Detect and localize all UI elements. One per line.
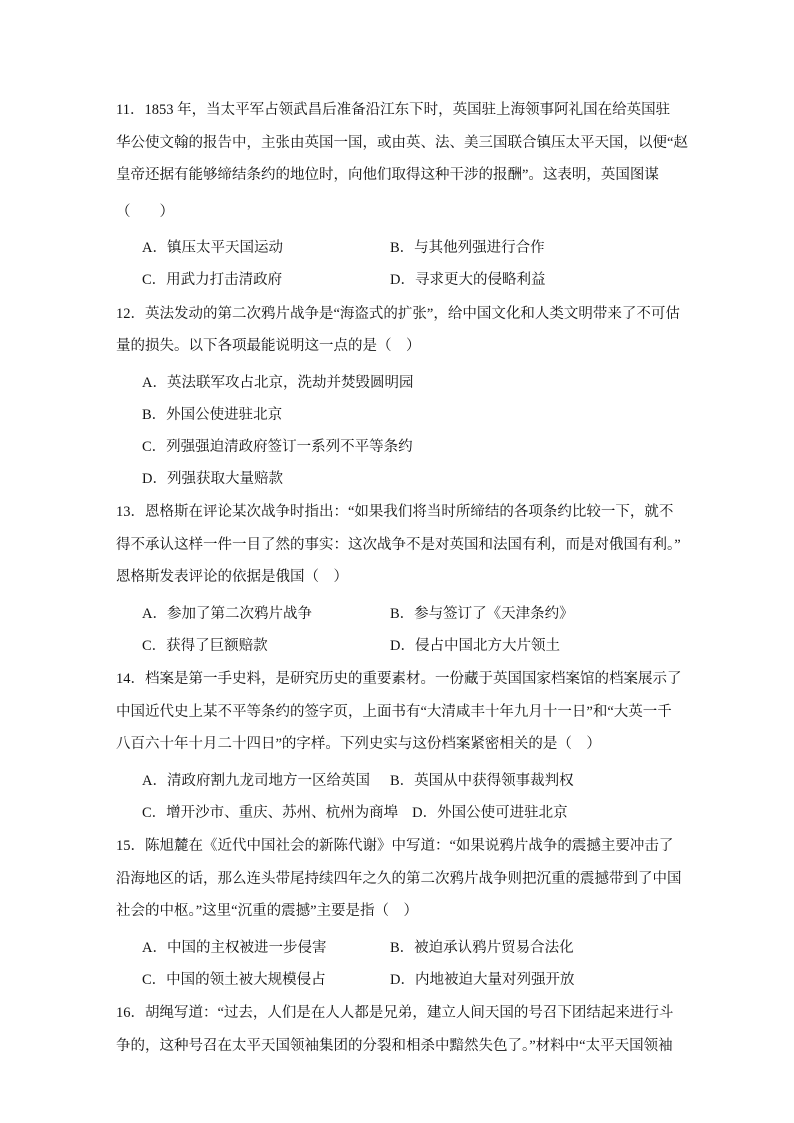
stem-line: 中国近代史上某不平等条约的签字页，上面书有“大清咸丰十年九月十一日”和“大英一千 bbox=[116, 703, 672, 720]
option-text: 英法联军攻占北京，洗劫并焚毁圆明园 bbox=[166, 374, 414, 391]
option-row bbox=[142, 765, 716, 797]
option-letter: B． bbox=[390, 939, 415, 956]
question-15 bbox=[116, 830, 716, 996]
option-a bbox=[142, 232, 390, 264]
option-text: 与其他列强进行合作 bbox=[414, 240, 545, 256]
option-letter: C． bbox=[142, 971, 167, 988]
option-text: 中国的领土被大规模侵占 bbox=[166, 971, 326, 988]
option-text: 侵占中国北方大片领土 bbox=[414, 637, 560, 654]
stem-line: 社会的中枢。”这里“沉重的震撼”主要是指（ ） bbox=[116, 903, 419, 919]
option-letter: C． bbox=[142, 637, 167, 654]
stem-line: 恩格斯发表评论的依据是俄国（ ） bbox=[116, 569, 348, 585]
option-text: 寻求更大的侵略利益 bbox=[414, 272, 546, 288]
option-text: 镇压太平天国运动 bbox=[166, 240, 283, 256]
option-b bbox=[390, 232, 545, 264]
option-row bbox=[142, 232, 716, 264]
stem-text: 英法发动的第二次鸦片战争是“海盗式的扩张”，给中国文化和人类文明带来了不可估 bbox=[145, 305, 680, 322]
option-letter: B． bbox=[390, 772, 415, 789]
option-row bbox=[142, 964, 716, 996]
options bbox=[116, 363, 716, 495]
stem-line: 量的损失。以下各项最能说明这一点的是（ ） bbox=[116, 338, 421, 354]
option-text: 列强强迫清政府签订一系列不平等条约 bbox=[166, 438, 413, 455]
option-c bbox=[142, 797, 412, 829]
stem-line bbox=[116, 496, 716, 529]
options bbox=[116, 228, 716, 296]
stem-line: 皇帝还据有能够缔结条约的地位时，向他们取得这种干涉的报酬”。这表明，英国图谋 bbox=[116, 167, 659, 183]
question-number: 16． bbox=[116, 1005, 145, 1021]
option-text: 被迫承认鸦片贸易合法化 bbox=[414, 939, 574, 956]
option-row bbox=[142, 463, 716, 495]
stem-line: 八百六十年十月二十四日”的字样。下列史实与这份档案紧密相关的是（ ） bbox=[116, 736, 601, 752]
option-letter: A． bbox=[142, 374, 167, 391]
stem-text: 恩格斯在评论某次战争时指出：“如果我们将当时所缔结的各项条约比较一下，就不 bbox=[145, 504, 674, 520]
option-d bbox=[142, 463, 283, 495]
question-14 bbox=[116, 663, 716, 829]
option-letter: A． bbox=[142, 939, 167, 956]
option-text: 清政府割九龙司地方一区给英国 bbox=[166, 772, 370, 789]
option-text: 内地被迫大量对列强开放 bbox=[414, 971, 575, 988]
stem-text: 胡绳写道：“过去，人们是在人人都是兄弟，建立人间天国的号召下团结起来进行斗 bbox=[145, 1005, 674, 1021]
stem-text: 1853 年，当太平军占领武昌后准备沿江东下时，英国驻上海领事阿礼国在给英国驻 bbox=[144, 102, 671, 118]
answer-parentheses: （ ） bbox=[116, 203, 174, 220]
option-d bbox=[412, 797, 567, 829]
question-number: 14． bbox=[116, 671, 145, 687]
question-16 bbox=[116, 997, 716, 1062]
option-a bbox=[142, 598, 390, 630]
option-letter: D． bbox=[390, 272, 415, 288]
option-b bbox=[390, 932, 574, 964]
option-letter: D． bbox=[390, 971, 415, 988]
option-c bbox=[142, 264, 390, 296]
stem-line bbox=[116, 298, 716, 331]
option-text: 外国公使可进驻北京 bbox=[437, 804, 568, 821]
stem-text: 陈旭麓在《近代中国社会的新陈代谢》中写道：“如果说鸦片战争的震撼主要冲击了 bbox=[145, 838, 674, 854]
question-12 bbox=[116, 298, 716, 495]
options bbox=[116, 928, 716, 996]
stem-text: 档案是第一手史料，是研究历史的重要素材。一份藏于英国国家档案馆的档案展示了 bbox=[145, 671, 682, 687]
option-letter: A． bbox=[142, 772, 167, 789]
option-text: 获得了巨额赔款 bbox=[166, 637, 268, 654]
option-letter: A． bbox=[142, 240, 167, 256]
option-letter: D． bbox=[412, 804, 438, 821]
option-d bbox=[390, 630, 560, 662]
option-text: 英国从中获得领事裁判权 bbox=[414, 772, 574, 789]
stem-line bbox=[116, 997, 716, 1030]
options bbox=[116, 594, 716, 662]
option-text: 参与签订了《天津条约》 bbox=[414, 605, 574, 622]
option-row bbox=[142, 399, 716, 431]
option-letter: C． bbox=[142, 272, 167, 288]
question-number: 11． bbox=[116, 102, 145, 118]
option-c bbox=[142, 964, 390, 996]
option-letter: C． bbox=[142, 438, 167, 455]
stem-line: 得不承认这样一件一目了然的事实：这次战争不是对英国和法国有利，而是对俄国有利。” bbox=[116, 536, 681, 553]
question-number: 15． bbox=[116, 838, 145, 854]
question-number: 13． bbox=[116, 504, 145, 520]
stem-line: 华公使文翰的报告中，主张由英国一国，或由英、法、美三国联合镇压太平天国，以便“赵 bbox=[116, 134, 688, 151]
option-row bbox=[142, 264, 716, 296]
option-a bbox=[142, 932, 390, 964]
option-letter: D． bbox=[390, 637, 415, 654]
question-13 bbox=[116, 496, 716, 662]
option-letter: B． bbox=[390, 240, 415, 256]
option-text: 外国公使进驻北京 bbox=[166, 406, 283, 423]
option-d bbox=[390, 964, 574, 996]
option-letter: A． bbox=[142, 605, 167, 622]
option-text: 中国的主权被进一步侵害 bbox=[166, 939, 327, 956]
option-letter: B． bbox=[142, 406, 167, 423]
option-letter: B． bbox=[390, 605, 415, 622]
option-a bbox=[142, 367, 413, 399]
stem-line bbox=[116, 830, 716, 863]
option-text: 参加了第二次鸦片战争 bbox=[166, 605, 312, 622]
option-c bbox=[142, 630, 390, 662]
stem-line: 沿海地区的话，那么连头带尾持续四年之久的第二次鸦片战争则把沉重的震撼带到了中国 bbox=[116, 870, 682, 887]
option-text: 列强获取大量赔款 bbox=[166, 470, 283, 487]
question-number: 12． bbox=[116, 305, 145, 322]
option-d bbox=[390, 264, 545, 296]
option-row bbox=[142, 797, 716, 829]
question-list bbox=[116, 94, 716, 1064]
option-row bbox=[142, 431, 716, 463]
option-row bbox=[142, 932, 716, 964]
stem-line: 争的，这种号召在太平天国领袖集团的分裂和相杀中黯然失色了。”材料中“太平天国领袖 bbox=[116, 1037, 673, 1054]
option-row bbox=[142, 598, 716, 630]
option-c bbox=[142, 431, 413, 463]
stem-line bbox=[116, 663, 716, 696]
option-a bbox=[142, 765, 390, 797]
option-row bbox=[142, 630, 716, 662]
option-text: 用武力打击清政府 bbox=[166, 272, 283, 288]
option-letter: D． bbox=[142, 470, 167, 487]
option-letter: C． bbox=[142, 804, 167, 821]
question-11 bbox=[116, 94, 716, 296]
option-b bbox=[390, 765, 574, 797]
option-b bbox=[390, 598, 574, 630]
option-row bbox=[142, 367, 716, 399]
options bbox=[116, 761, 716, 829]
option-text: 增开沙市、重庆、苏州、杭州为商埠 bbox=[166, 804, 399, 821]
stem-line bbox=[116, 94, 716, 127]
option-b bbox=[142, 399, 282, 431]
